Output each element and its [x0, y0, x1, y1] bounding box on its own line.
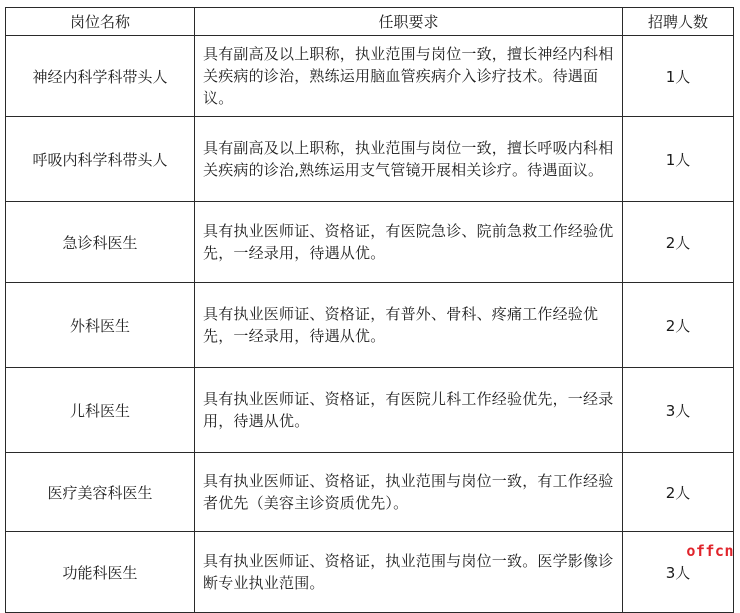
requirements-cell: 具有执业医师证、资格证，执业范围与岗位一致，有工作经验者优先（美容主诊资质优先）。 [195, 453, 623, 532]
table-row [6, 283, 734, 368]
headcount-cell: 3人 [623, 532, 734, 613]
headcount-cell: 1人 [623, 36, 734, 117]
headcount-cell: 1人 [623, 117, 734, 202]
table-row [6, 368, 734, 453]
table-row [6, 36, 734, 117]
header-headcount: 招聘人数 [623, 8, 734, 36]
table-row [6, 117, 734, 202]
header-row [6, 8, 734, 36]
header-requirements: 任职要求 [195, 8, 623, 36]
headcount-cell: 2人 [623, 283, 734, 368]
table-row [6, 202, 734, 283]
offcn-watermark: offcn [686, 542, 734, 560]
headcount-cell: 2人 [623, 202, 734, 283]
headcount-cell: 3人 [623, 368, 734, 453]
position-cell: 儿科医生 [6, 368, 195, 453]
position-cell: 急诊科医生 [6, 202, 195, 283]
header-position: 岗位名称 [6, 8, 195, 36]
requirements-cell: 具有执业医师证、资格证，执业范围与岗位一致。医学影像诊断专业执业范围。 [195, 532, 623, 613]
requirements-cell: 具有副高及以上职称，执业范围与岗位一致，擅长呼吸内科相关疾病的诊治,熟练运用支气管镜开展相关诊疗。待遇面议。 [195, 117, 623, 202]
requirements-cell: 具有副高及以上职称，执业范围与岗位一致，擅长神经内科相关疾病的诊治，熟练运用脑血管疾病介入诊疗技术。待遇面议。 [195, 36, 623, 117]
table-row [6, 532, 734, 613]
position-cell: 呼吸内科学科带头人 [6, 117, 195, 202]
table-row [6, 453, 734, 532]
requirements-cell: 具有执业医师证、资格证，有普外、骨科、疼痛工作经验优先，一经录用，待遇从优。 [195, 283, 623, 368]
headcount-cell: 2人 [623, 453, 734, 532]
recruitment-table [5, 7, 734, 613]
requirements-cell: 具有执业医师证、资格证，有医院儿科工作经验优先，一经录用，待遇从优。 [195, 368, 623, 453]
position-cell: 神经内科学科带头人 [6, 36, 195, 117]
requirements-cell: 具有执业医师证、资格证，有医院急诊、院前急救工作经验优先，一经录用，待遇从优。 [195, 202, 623, 283]
position-cell: 外科医生 [6, 283, 195, 368]
position-cell: 功能科医生 [6, 532, 195, 613]
position-cell: 医疗美容科医生 [6, 453, 195, 532]
